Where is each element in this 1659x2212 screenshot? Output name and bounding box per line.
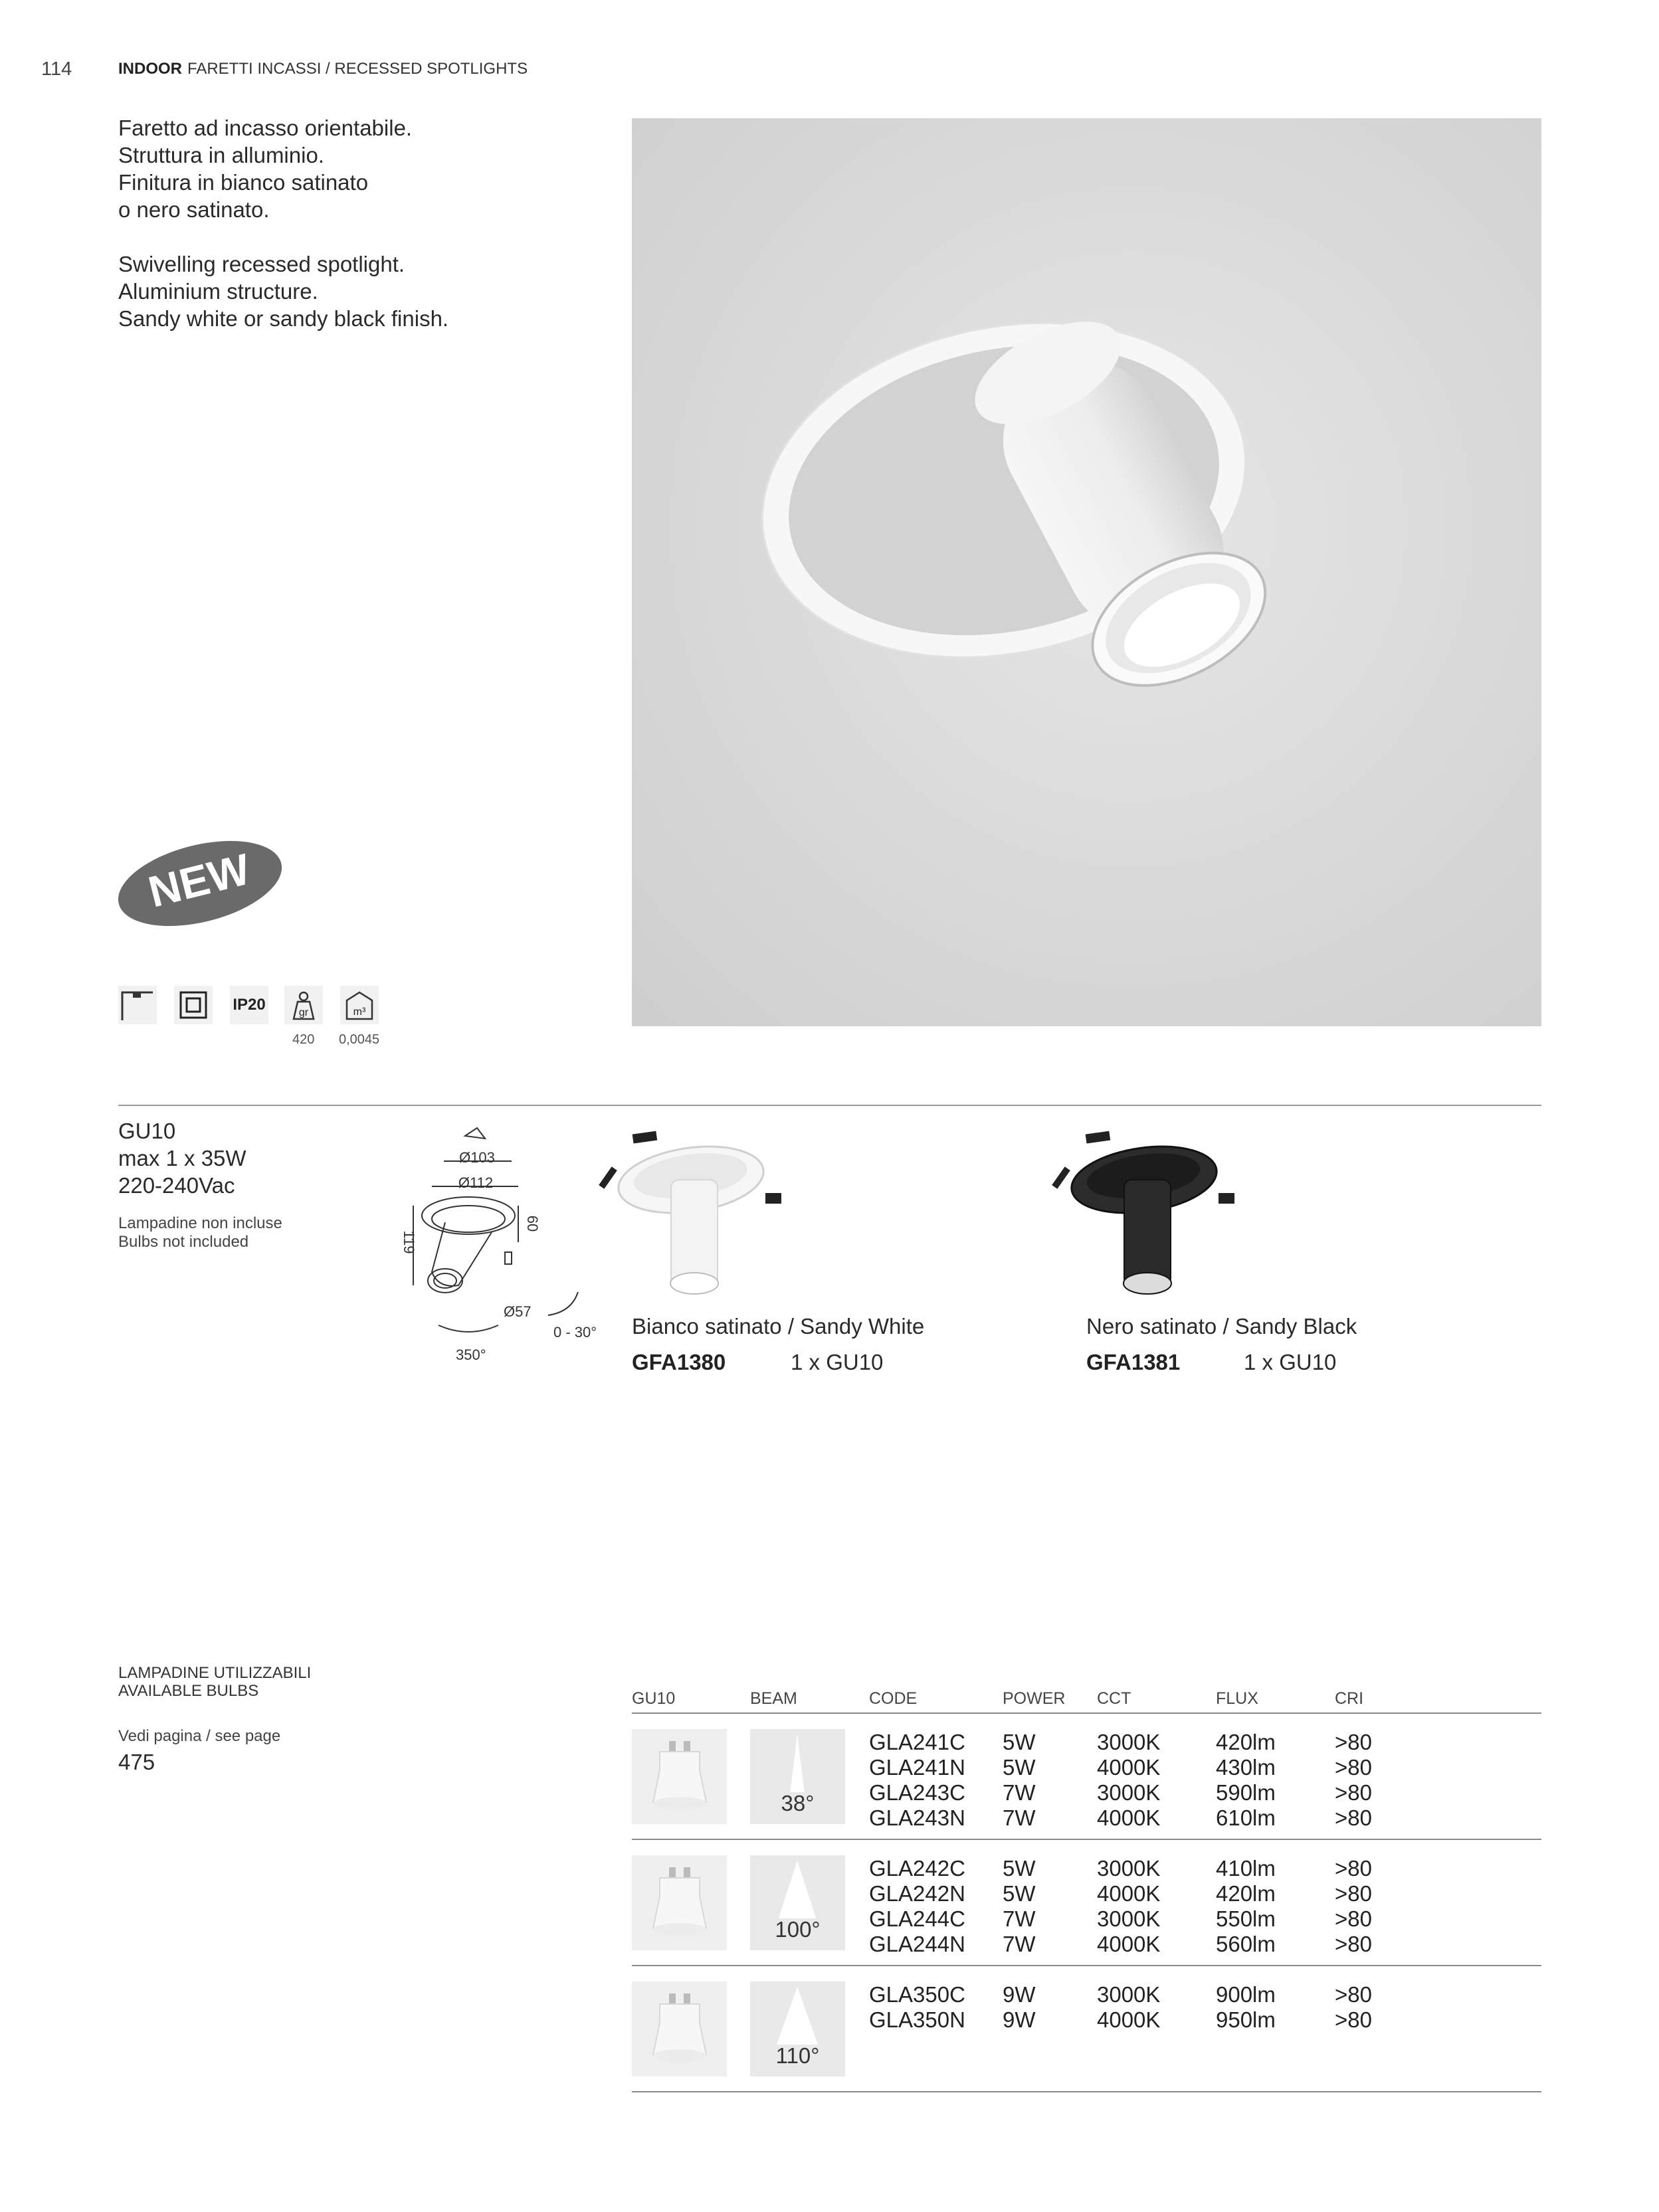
lamp-type: GU10	[118, 1119, 176, 1143]
desc-line: Aluminium structure.	[118, 279, 318, 304]
bulb-thumbnail	[632, 1729, 727, 1824]
bulb-cct: 3000K	[1097, 1780, 1161, 1805]
ip20-icon: IP20	[230, 986, 268, 1024]
dim-outer: Ø112	[458, 1174, 494, 1191]
weight-icon	[284, 986, 323, 1024]
bulb-thumbnail	[632, 1982, 727, 2076]
group-divider	[632, 1965, 1541, 1966]
new-badge-text: NEW	[144, 844, 255, 917]
product-white-image	[598, 1120, 784, 1306]
group-divider	[632, 1839, 1541, 1840]
product-photo	[632, 118, 1541, 1026]
bulb-power: 7W	[1003, 1805, 1036, 1830]
bulb-power: 7W	[1003, 1906, 1036, 1931]
bulbs-note	[118, 1214, 282, 1251]
dim-tilt: 0 - 30°	[553, 1324, 597, 1340]
bulb-code: GLA241C	[869, 1730, 965, 1754]
bulb-thumbnail	[632, 1855, 727, 1950]
bulb-cri: >80	[1335, 1982, 1372, 2007]
see-page-number: 475	[118, 1750, 155, 1774]
bulb-flux: 410lm	[1216, 1856, 1276, 1881]
lamp-specs	[118, 1117, 246, 1199]
bulb-cri: >80	[1335, 1780, 1372, 1805]
dim-rotation: 350°	[456, 1346, 486, 1363]
class-two-insulation-icon	[174, 986, 213, 1024]
product-black-image	[1051, 1120, 1237, 1306]
column-header-flux: FLUX	[1216, 1689, 1258, 1708]
product-white-lamp: 1 x GU10	[791, 1350, 884, 1374]
volume-value: 0,0045	[339, 1032, 380, 1047]
dim-cutout: Ø103	[459, 1149, 495, 1166]
bulb-flux: 610lm	[1216, 1805, 1276, 1830]
bulb-cct: 4000K	[1097, 2007, 1161, 2032]
product-description	[118, 114, 448, 359]
see-page-label: Vedi pagina / see page	[118, 1727, 281, 1745]
bulb-code: GLA350N	[869, 2007, 965, 2032]
desc-line: Faretto ad incasso orientabile.	[118, 116, 413, 140]
column-header-cct: CCT	[1097, 1689, 1131, 1708]
bulb-cri: >80	[1335, 1906, 1372, 1931]
bulb-power: 7W	[1003, 1780, 1036, 1805]
product-black-lamp: 1 x GU10	[1244, 1350, 1337, 1374]
bulbs-title-it: LAMPADINE UTILIZZABILI	[118, 1664, 312, 1682]
desc-line: Sandy white or sandy black finish.	[118, 306, 449, 331]
gu10-bulb-icon	[632, 1729, 727, 1824]
dim-lens: Ø57	[504, 1303, 532, 1320]
product-black-finish: Nero satinato / Sandy Black	[1086, 1314, 1357, 1338]
bulb-power: 5W	[1003, 1856, 1036, 1881]
product-white-finish: Bianco satinato / Sandy White	[632, 1314, 925, 1338]
description-english	[118, 250, 448, 332]
dim-height-total: 119	[401, 1230, 417, 1254]
bulb-cct: 4000K	[1097, 1881, 1161, 1906]
product-black-code: GFA1381	[1086, 1350, 1181, 1374]
gu10-bulb-icon	[632, 1855, 727, 1950]
bulb-code: GLA243N	[869, 1805, 965, 1830]
bulb-flux: 420lm	[1216, 1881, 1276, 1906]
bulb-cri: >80	[1335, 1856, 1372, 1881]
category-label: FARETTI INCASSI / RECESSED SPOTLIGHTS	[187, 60, 528, 78]
technical-drawing	[392, 1123, 618, 1375]
cutout-icon	[465, 1128, 485, 1139]
table-header-divider	[632, 1712, 1541, 1714]
bulb-flux: 900lm	[1216, 1982, 1276, 2007]
bulb-cct: 4000K	[1097, 1805, 1161, 1830]
page-number: 114	[41, 58, 72, 80]
volume-icon-text: m³	[353, 1006, 366, 1018]
desc-line: o nero satinato.	[118, 197, 270, 222]
bulb-cri: >80	[1335, 1881, 1372, 1906]
bulbs-note-it: Lampadine non incluse	[118, 1214, 282, 1232]
bulbs-note-en: Bulbs not included	[118, 1233, 249, 1251]
bulb-power: 5W	[1003, 1755, 1036, 1780]
desc-line: Struttura in alluminio.	[118, 143, 324, 167]
bulb-cri: >80	[1335, 1755, 1372, 1780]
lamp-power: max 1 x 35W	[118, 1146, 246, 1170]
bulb-flux: 430lm	[1216, 1755, 1276, 1780]
bulb-cri: >80	[1335, 2007, 1372, 2032]
bulbs-section-title	[118, 1664, 311, 1700]
lamp-voltage: 220-240Vac	[118, 1173, 235, 1198]
bulb-code: GLA242N	[869, 1881, 965, 1906]
spotlight-illustration	[632, 118, 1541, 1026]
bulb-power: 9W	[1003, 2007, 1036, 2032]
description-italian	[118, 114, 448, 223]
bulb-power: 5W	[1003, 1881, 1036, 1906]
bulb-flux: 590lm	[1216, 1780, 1276, 1805]
desc-line: Finitura in bianco satinato	[118, 170, 369, 195]
bulb-cct: 4000K	[1097, 1932, 1161, 1956]
column-header-cri: CRI	[1335, 1689, 1364, 1708]
column-header-beam: BEAM	[750, 1689, 797, 1708]
group-divider	[632, 2091, 1541, 2092]
bulbs-title-en: AVAILABLE BULBS	[118, 1682, 259, 1700]
section-divider	[118, 1105, 1541, 1106]
bulb-code: GLA241N	[869, 1755, 965, 1780]
bulb-cct: 3000K	[1097, 1906, 1161, 1931]
bulb-cct: 3000K	[1097, 1982, 1161, 2007]
bulb-power: 7W	[1003, 1932, 1036, 1956]
bulb-cri: >80	[1335, 1932, 1372, 1956]
bulb-code: GLA242C	[869, 1856, 965, 1881]
beam-angle-label: 38°	[781, 1791, 815, 1815]
weight-icon-text: gr	[298, 1007, 309, 1018]
bulb-code: GLA243C	[869, 1780, 965, 1805]
section-label: INDOOR	[118, 60, 182, 78]
new-badge	[114, 838, 286, 929]
page-header	[118, 60, 528, 78]
bulb-cct: 3000K	[1097, 1730, 1161, 1754]
beam-angle-label: 100°	[775, 1917, 821, 1942]
bulb-cri: >80	[1335, 1730, 1372, 1754]
ceiling-mount-icon	[118, 986, 157, 1024]
bulb-flux: 420lm	[1216, 1730, 1276, 1754]
bulb-cct: 3000K	[1097, 1856, 1161, 1881]
column-header-gu10: GU10	[632, 1689, 676, 1708]
product-white-code: GFA1380	[632, 1350, 726, 1374]
bulb-flux: 950lm	[1216, 2007, 1276, 2032]
bulb-power: 5W	[1003, 1730, 1036, 1754]
volume-icon	[340, 986, 379, 1024]
column-header-power: POWER	[1003, 1689, 1066, 1708]
beam-angle-label: 110°	[775, 2043, 820, 2068]
bulb-flux: 550lm	[1216, 1906, 1276, 1931]
bulb-flux: 560lm	[1216, 1932, 1276, 1956]
gu10-bulb-icon	[632, 1982, 727, 2076]
bulb-code: GLA244N	[869, 1932, 965, 1956]
dim-height-recess: 60	[524, 1215, 541, 1232]
bulb-cct: 4000K	[1097, 1755, 1161, 1780]
desc-line: Swivelling recessed spotlight.	[118, 252, 405, 276]
column-header-code: CODE	[869, 1689, 918, 1708]
bulb-cri: >80	[1335, 1805, 1372, 1830]
bulb-code: GLA350C	[869, 1982, 965, 2007]
bulb-code: GLA244C	[869, 1906, 965, 1931]
weight-value: 420	[292, 1032, 315, 1047]
bulb-power: 9W	[1003, 1982, 1036, 2007]
